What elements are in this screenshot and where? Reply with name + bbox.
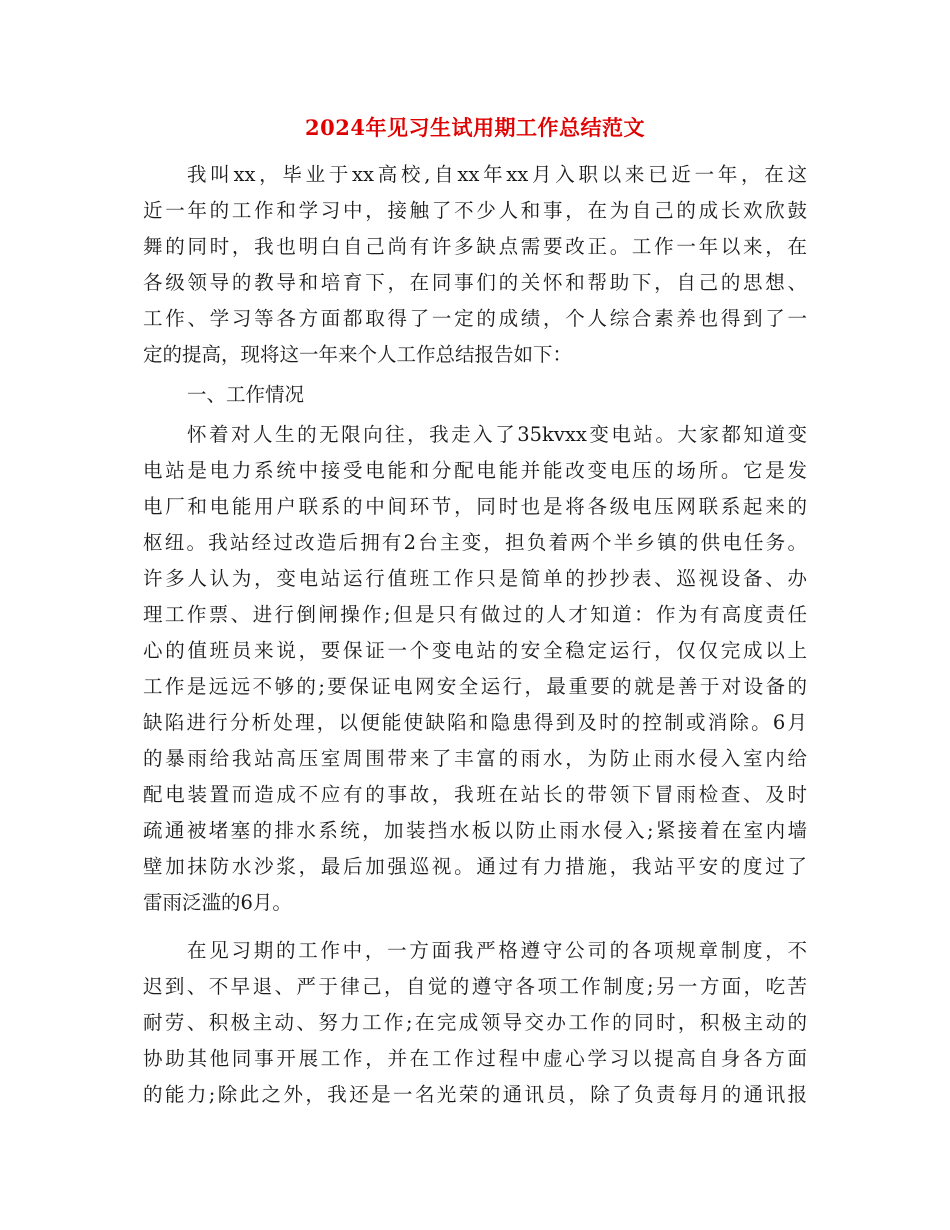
paragraph-line: 近一年的工作和学习中，接触了不少人和事，在为自己的成长欢欣鼓	[143, 199, 807, 222]
paragraph-line: 在见习期的工作中，一方面我严格遵守公司的各项规章制度，不	[187, 939, 807, 962]
paragraph-line: 电站是电力系统中接受电能和分配电能并能改变电压的场所。它是发	[143, 459, 807, 482]
paragraph-line: 雷雨泛滥的6月。	[143, 891, 292, 914]
paragraph-line: 枢纽。我站经过改造后拥有2台主变，担负着两个半乡镇的供电任务。	[143, 531, 807, 554]
paragraph-line: 怀着对人生的无限向往，我走入了35kvxx变电站。大家都知道变	[187, 423, 807, 446]
paragraph-line: 的暴雨给我站高压室周围带来了丰富的雨水，为防止雨水侵入室内给	[143, 747, 807, 770]
section-heading: 一、工作情况	[187, 383, 305, 406]
paragraph-line: 迟到、不早退、严于律己，自觉的遵守各项工作制度;另一方面，吃苦	[143, 975, 807, 998]
paragraph-line: 的能力;除此之外，我还是一名光荣的通讯员，除了负责每月的通讯报	[143, 1083, 807, 1106]
paragraph-line: 缺陷进行分析处理，以便能使缺陷和隐患得到及时的控制或消除。6月	[143, 711, 807, 734]
paragraph-line: 心的值班员来说，要保证一个变电站的安全稳定运行，仅仅完成以上	[143, 639, 807, 662]
paragraph-line: 舞的同时，我也明白自己尚有许多缺点需要改正。工作一年以来，在	[143, 235, 807, 258]
paragraph-line: 各级领导的教导和培育下，在同事们的关怀和帮助下，自己的思想、	[143, 271, 807, 294]
paragraph-line: 工作、学习等各方面都取得了一定的成绩，个人综合素养也得到了一	[143, 307, 807, 330]
paragraph-line: 许多人认为，变电站运行值班工作只是简单的抄抄表、巡视设备、办	[143, 567, 807, 590]
paragraph-line: 电厂和电能用户联系的中间环节，同时也是将各级电压网联系起来的	[143, 495, 807, 518]
paragraph-line: 耐劳、积极主动、努力工作;在完成领导交办工作的同时，积极主动的	[143, 1011, 807, 1034]
paragraph-line: 疏通被堵塞的排水系统，加装挡水板以防止雨水侵入;紧接着在室内墙	[143, 819, 807, 842]
paragraph-line: 协助其他同事开展工作，并在工作过程中虚心学习以提高自身各方面	[143, 1047, 807, 1070]
document-title: 2024年见习生试用期工作总结范文	[305, 115, 645, 140]
paragraph-line: 配电装置而造成不应有的事故，我班在站长的带领下冒雨检查、及时	[143, 783, 807, 806]
paragraph-line: 工作是远远不够的;要保证电网安全运行，最重要的就是善于对设备的	[143, 675, 807, 698]
paragraph-line: 理工作票、进行倒闸操作;但是只有做过的人才知道：作为有高度责任	[143, 603, 807, 626]
paragraph-line: 定的提高，现将这一年来个人工作总结报告如下：	[143, 343, 573, 366]
paragraph-line: 壁加抹防水沙浆，最后加强巡视。通过有力措施，我站平安的度过了	[143, 855, 807, 878]
paragraph-line: 我叫xx，毕业于xx高校,自xx年xx月入职以来已近一年，在这	[187, 163, 807, 186]
